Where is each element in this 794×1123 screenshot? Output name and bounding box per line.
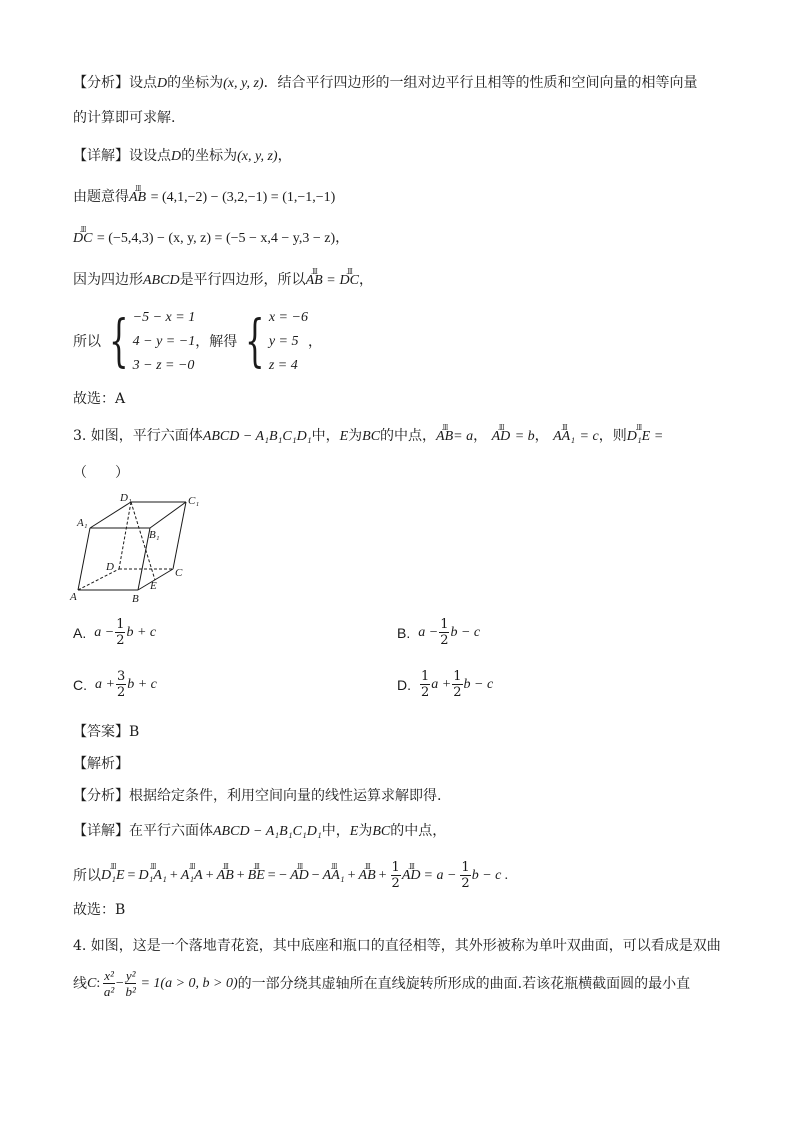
op: + <box>205 867 214 883</box>
question-3 <box>73 426 663 447</box>
math: : <box>96 975 101 991</box>
question-4-cont <box>73 968 690 999</box>
question-4: 4. 如图，这是一个落地青花瓷，其中底座和瓶口的直径相等，其外形被称为单叶双曲面，可以看成是双曲 <box>73 938 721 954</box>
option-a[interactable] <box>73 617 156 648</box>
math: (x, y, z) <box>237 149 278 164</box>
text: 的中点， <box>390 823 447 839</box>
fraction: $\frac{1}{2}$ <box>116 617 125 648</box>
detail-paragraph-2 <box>73 821 446 842</box>
sys-row: y = 5 <box>268 334 299 349</box>
text: 为 <box>358 823 373 839</box>
math: (x, y, z) <box>223 76 264 91</box>
math: b − c . <box>471 867 509 883</box>
parallelepiped-figure <box>68 490 208 605</box>
vector-aa1: ɺɺɺ AA₁ <box>553 427 575 447</box>
math: D <box>171 149 182 164</box>
text: ， <box>277 148 292 164</box>
math: C <box>87 975 97 991</box>
hidden-edge <box>131 502 155 580</box>
fraction: $\frac{1}{2}$ <box>421 669 430 700</box>
math: ABCD − A₁B₁C₁D₁ <box>202 429 312 444</box>
op: = a − <box>423 867 457 883</box>
vector: ɺɺɺ D₁A₁ <box>138 866 166 886</box>
vector: ɺɺɺ BE <box>248 866 265 886</box>
question-3-paren: （ ） <box>73 465 129 481</box>
text: 在平行六面体 <box>129 823 213 839</box>
label-e: E <box>150 580 157 592</box>
op: + <box>378 867 387 883</box>
edge <box>78 528 90 590</box>
op: + <box>169 867 178 883</box>
fraction: $\frac{1}{2}$ <box>461 860 470 891</box>
math: ABCD − A₁B₁C₁D₁ <box>213 824 322 839</box>
hidden-edge <box>119 502 131 569</box>
vector: ɺɺɺ A₁A <box>181 866 203 886</box>
text: 线 <box>73 975 87 992</box>
analysis-tag: 【分析】 <box>73 788 129 804</box>
sys-row: 3 − z = −0 <box>132 358 195 373</box>
text: 的坐标为 <box>167 75 224 91</box>
vector-dc: ɺɺɺ DC <box>339 271 358 291</box>
label-c: C <box>175 567 183 579</box>
text: 设设点 <box>129 148 171 164</box>
option-label: D. <box>397 676 411 693</box>
fraction: $\frac{1}{2}$ <box>440 617 449 648</box>
analysis-paragraph-1-cont: 的计算即可求解. <box>73 110 176 126</box>
text: 设点 <box>129 75 157 91</box>
text: 是平行四边形，所以 <box>179 272 306 288</box>
math: = <box>654 429 663 444</box>
system-1 <box>101 306 195 378</box>
fraction: $\frac{3}{2}$ <box>116 669 126 700</box>
sys-row: −5 − x = 1 <box>132 310 196 325</box>
brace: { <box>109 309 129 374</box>
math: = (4,1,−2) − (3,2,−1) = (1,−1,−1) <box>150 190 336 205</box>
text: 为 <box>348 428 363 444</box>
brace: { <box>245 309 265 374</box>
option-d[interactable] <box>397 669 493 700</box>
option-label: A. <box>73 624 87 641</box>
analysis-paragraph-2 <box>73 786 441 806</box>
analysis-paragraph-1 <box>73 73 698 94</box>
math: BC <box>372 824 391 839</box>
text: ， <box>358 272 373 288</box>
math: a + <box>95 676 115 692</box>
vector: ɺɺɺ D₁E <box>101 866 125 886</box>
text: 因为四边形 <box>73 272 143 288</box>
vector: ɺɺɺ AB <box>359 866 376 886</box>
label-c1: C₁ <box>188 495 200 507</box>
text: 的坐标为 <box>181 148 238 164</box>
parallelogram-statement <box>73 270 373 291</box>
math: b + c <box>127 676 157 692</box>
answer-choice-a: 故选：A <box>73 391 126 407</box>
vector-ab: ɺɺɺ AB <box>129 188 146 208</box>
analysis-section-tag: 【解析】 <box>73 756 129 772</box>
option-label: B. <box>397 624 411 641</box>
math: a − <box>94 624 115 640</box>
fraction: $\frac{\text{y²}}{\text{b²}}$ <box>125 968 136 999</box>
text: ，解得 <box>195 334 238 350</box>
op: − <box>311 867 320 883</box>
option-c[interactable] <box>73 669 157 700</box>
vector: ɺɺɺ AB <box>217 866 234 886</box>
detail-paragraph-1 <box>73 146 292 167</box>
math: b + c <box>126 624 157 640</box>
option-b[interactable] <box>397 617 480 648</box>
math: = <box>327 273 336 288</box>
sys-row: 4 − y = −1 <box>132 334 196 349</box>
label-b: B <box>132 593 139 605</box>
text: ．结合平行四边形的一组对边平行且相等的性质和空间向量的相等向量 <box>263 75 698 91</box>
text: ，则 <box>598 428 627 444</box>
detail-tag: 【详解】 <box>73 148 129 164</box>
vector: ɺɺɺ AA₁ <box>323 866 345 886</box>
text: 由题意得 <box>73 189 129 205</box>
op: + <box>236 867 245 883</box>
math: = a <box>453 429 474 444</box>
analysis-tag: 【分析】 <box>73 75 129 91</box>
label-a: A <box>70 591 77 603</box>
text: 所以 <box>73 867 101 884</box>
math: E <box>339 429 349 444</box>
text: ， <box>473 428 488 444</box>
math: = (−5,4,3) − (x, y, z) = (−5 − x,4 − y,3 − z) <box>96 231 336 246</box>
math: = 1(a > 0, b > 0) <box>140 975 238 991</box>
text: ， <box>335 230 350 246</box>
edge <box>150 502 186 528</box>
fraction: $\frac{\text{x²}}{\text{a²}}$ <box>103 968 115 999</box>
vector-d1e: ɺɺɺ D₁E <box>627 427 651 447</box>
equation-d1e <box>73 860 508 891</box>
math: = b <box>514 429 535 444</box>
math: a − <box>418 624 439 640</box>
equation-ab <box>73 187 335 208</box>
fraction: $\frac{1}{2}$ <box>391 860 400 891</box>
vector-ab: ɺɺɺ AB <box>436 427 453 447</box>
math: = c <box>579 429 599 444</box>
sys-row: z = 4 <box>268 358 298 373</box>
vector-dc: ɺɺɺ DC <box>73 229 92 249</box>
fraction: $\frac{1}{2}$ <box>453 669 462 700</box>
text: 根据给定条件，利用空间向量的线性运算求解即得. <box>129 788 442 804</box>
equation-system <box>73 306 322 378</box>
text: 中， <box>321 823 350 839</box>
sys-row: x = −6 <box>268 310 308 325</box>
text: 的中点， <box>380 428 437 444</box>
text: 3. 如图，平行六面体 <box>73 428 203 444</box>
vector-ab: ɺɺɺ AB <box>306 271 323 291</box>
math: E <box>349 824 359 839</box>
op: + <box>347 867 356 883</box>
answer-choice-b: 故选：B <box>73 902 126 918</box>
text: 的一部分绕其虚轴所在直线旋转所形成的曲面.若该花瓶横截面圆的最小直 <box>237 975 691 992</box>
math: BC <box>362 429 381 444</box>
edge <box>173 502 186 569</box>
option-label: C. <box>73 676 87 693</box>
text: ， <box>534 428 549 444</box>
answer-tag: 【答案】B <box>73 724 140 740</box>
vector-ad: ɺɺɺ AD <box>492 427 511 447</box>
label-d1: D₁ <box>120 492 132 504</box>
op: = <box>127 867 136 883</box>
vector: ɺɺɺ AD <box>402 866 421 886</box>
math: a + <box>431 676 452 692</box>
edge <box>90 502 131 528</box>
math: b − c <box>463 676 494 692</box>
math: b − c <box>450 624 481 640</box>
label-b1: B₁ <box>149 529 160 541</box>
text: 中， <box>311 428 340 444</box>
op: − <box>115 975 124 991</box>
equation-dc <box>73 228 349 249</box>
math: D <box>157 76 168 91</box>
op: = − <box>267 867 288 883</box>
label-d: D <box>106 561 114 573</box>
label-a1: A₁ <box>77 517 88 529</box>
vector: ɺɺɺ AD <box>290 866 309 886</box>
text: ， <box>307 334 322 350</box>
math: ABCD <box>143 273 180 288</box>
text: 所以 <box>73 334 101 350</box>
system-2 <box>237 306 308 378</box>
detail-tag: 【详解】 <box>73 823 129 839</box>
